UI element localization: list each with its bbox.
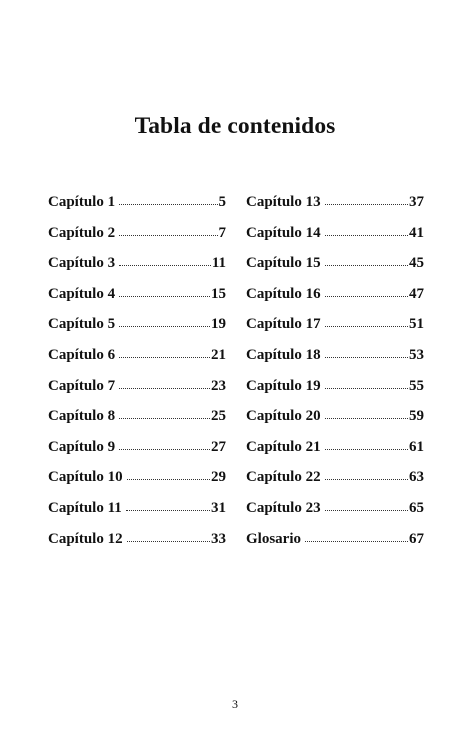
toc-entry-label: Capítulo 23 (246, 499, 321, 516)
toc-entry-page: 67 (409, 530, 424, 547)
toc-entry-label: Capítulo 21 (246, 438, 321, 455)
toc-entry-capitulo-4[interactable] (48, 286, 226, 317)
toc-entry-page: 37 (409, 194, 424, 210)
toc-entry-capitulo-5[interactable] (48, 316, 226, 347)
toc-entry-page: 55 (409, 377, 424, 394)
toc-entry-page: 11 (211, 255, 226, 272)
toc-entry-page: 45 (409, 255, 424, 272)
toc-entry-label: Capítulo 16 (246, 285, 321, 302)
toc-entry-label: Capítulo 18 (246, 346, 321, 363)
dot-leader (325, 357, 408, 358)
toc-entry-capitulo-14[interactable] (246, 225, 424, 256)
toc-entry-label: Capítulo 3 (48, 255, 116, 272)
dot-leader (325, 296, 408, 297)
toc-entry-capitulo-12[interactable] (48, 531, 226, 562)
dot-leader (126, 510, 210, 511)
toc-entry-label: Capítulo 15 (246, 255, 321, 272)
toc-entry-capitulo-8[interactable] (48, 408, 226, 439)
toc-entry-capitulo-20[interactable] (246, 408, 424, 439)
toc-entry-page: 53 (409, 346, 424, 363)
toc-entry-capitulo-9[interactable] (48, 439, 226, 470)
toc-entry-capitulo-19[interactable] (246, 378, 424, 409)
toc-entry-label: Capítulo 2 (48, 224, 116, 241)
toc-entry-capitulo-15[interactable] (246, 255, 424, 286)
toc-entry-capitulo-11[interactable] (48, 500, 226, 531)
toc-entry-page: 41 (409, 224, 424, 241)
toc-entry-capitulo-21[interactable] (246, 439, 424, 470)
toc-entry-page: 31 (211, 499, 226, 516)
toc-entry-label: Capítulo 11 (48, 499, 122, 516)
dot-leader (325, 388, 408, 389)
dot-leader (119, 204, 217, 205)
toc-entry-page: 7 (218, 224, 226, 241)
toc-entry-capitulo-3[interactable] (48, 255, 226, 286)
toc-entry-label: Capítulo 22 (246, 469, 321, 486)
toc-entry-glosario[interactable] (246, 531, 424, 562)
toc-entry-label: Capítulo 20 (246, 408, 321, 425)
toc-entry-label: Capítulo 4 (48, 285, 116, 302)
dot-leader (119, 326, 210, 327)
dot-leader (325, 510, 408, 511)
toc-column-left (48, 194, 226, 561)
toc-entry-page: 19 (211, 316, 226, 333)
dot-leader (325, 418, 408, 419)
dot-leader (119, 265, 211, 266)
toc-entry-label: Capítulo 5 (48, 316, 116, 333)
toc-entry-capitulo-10[interactable] (48, 469, 226, 500)
toc-entry-page: 25 (211, 408, 226, 425)
toc-entry-page: 59 (409, 408, 424, 425)
dot-leader (127, 541, 210, 542)
toc-entry-capitulo-13[interactable] (246, 194, 424, 225)
toc-entry-label: Capítulo 6 (48, 346, 116, 363)
toc-entry-label: Capítulo 17 (246, 316, 321, 333)
page-number: 3 (232, 697, 238, 711)
toc-entry-capitulo-17[interactable] (246, 316, 424, 347)
toc-entry-page: 63 (409, 469, 424, 486)
dot-leader (119, 388, 210, 389)
toc-entry-page: 15 (211, 285, 226, 302)
toc-entry-page: 65 (409, 499, 424, 516)
dot-leader (119, 296, 210, 297)
toc-entry-page: 33 (211, 530, 226, 547)
dot-leader (119, 357, 210, 358)
toc-entry-capitulo-1[interactable] (48, 194, 226, 225)
toc-entry-capitulo-6[interactable] (48, 347, 226, 378)
toc-entry-label: Glosario (246, 530, 301, 547)
toc-entry-page: 29 (211, 469, 226, 486)
toc-entry-page: 51 (409, 316, 424, 333)
dot-leader (325, 204, 408, 205)
dot-leader (119, 418, 210, 419)
toc-entry-page: 27 (211, 438, 226, 455)
toc-entry-capitulo-2[interactable] (48, 225, 226, 256)
dot-leader (119, 235, 217, 236)
toc-entry-page: 23 (211, 377, 226, 394)
dot-leader (325, 265, 408, 266)
toc-entry-page: 21 (211, 346, 226, 363)
toc-title: Tabla de contenidos (134, 113, 336, 139)
toc-entry-label: Capítulo 13 (246, 194, 321, 210)
toc-entry-label: Capítulo 10 (48, 469, 123, 486)
dot-leader (119, 449, 210, 450)
dot-leader (325, 235, 408, 236)
toc-entry-capitulo-7[interactable] (48, 378, 226, 409)
toc-entry-label: Capítulo 1 (48, 194, 116, 210)
toc-column-right (246, 194, 424, 561)
toc-entry-label: Capítulo 12 (48, 530, 123, 547)
dot-leader (325, 326, 408, 327)
toc-entry-label: Capítulo 9 (48, 438, 116, 455)
toc-entry-capitulo-22[interactable] (246, 469, 424, 500)
toc-entry-capitulo-18[interactable] (246, 347, 424, 378)
toc-entry-page: 61 (409, 438, 424, 455)
toc-entry-label: Capítulo 8 (48, 408, 116, 425)
toc-entry-label: Capítulo 19 (246, 377, 321, 394)
toc-entry-page: 47 (409, 285, 424, 302)
dot-leader (325, 449, 408, 450)
dot-leader (127, 479, 210, 480)
toc-entry-page: 5 (218, 194, 226, 210)
toc-entry-capitulo-23[interactable] (246, 500, 424, 531)
toc-entry-capitulo-16[interactable] (246, 286, 424, 317)
toc-entry-label: Capítulo 7 (48, 377, 116, 394)
dot-leader (325, 479, 408, 480)
toc-entry-label: Capítulo 14 (246, 224, 321, 241)
dot-leader (305, 541, 408, 542)
